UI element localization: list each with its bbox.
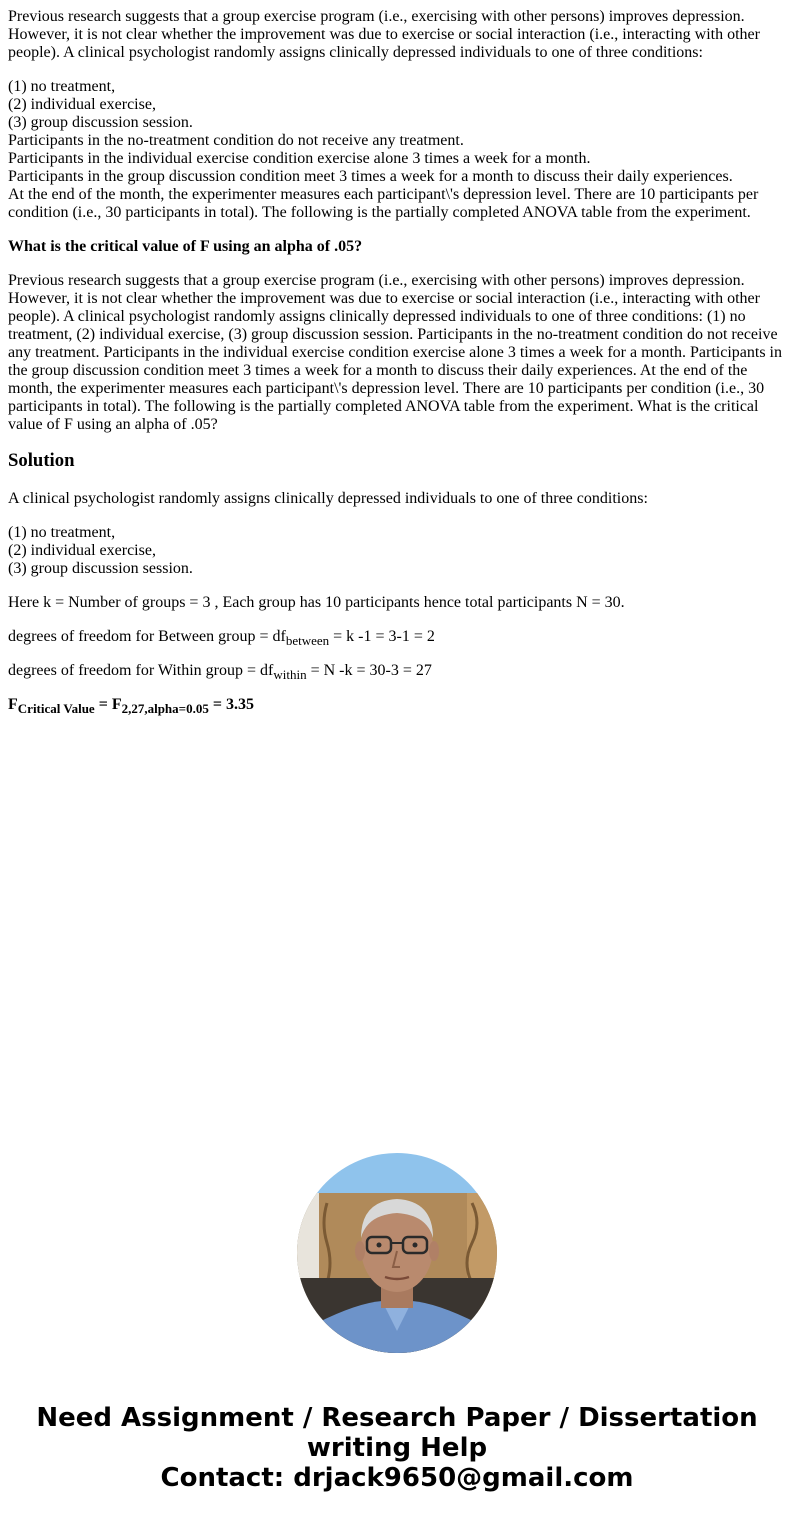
df-between-sub: between [285,633,330,648]
avatar-portrait-icon [297,1153,497,1353]
question-line: Participants in the no-treatment condition do not receive any treatment. [8,132,464,149]
condition-item: (1) no treatment, [8,524,116,541]
df-between-suffix: = k -1 = 3-1 = 2 [329,628,435,645]
question-details [8,78,786,222]
df-between-prefix: degrees of freedom for Between group = df [8,628,286,645]
question-line: Participants in the individual exercise condition exercise alone 3 times a week for a month. [8,150,591,167]
f-critical-sub: Critical Value [17,701,95,716]
question-line: (1) no treatment, [8,78,116,95]
df-within-line [8,662,786,680]
question-line: (3) group discussion session. [8,114,193,131]
condition-item: (2) individual exercise, [8,542,156,559]
question-line: Participants in the group discussion condition meet 3 times a week for a month to discuss their daily experiences. [8,168,733,185]
document-content [8,8,786,730]
question-intro: Previous research suggests that a group exercise program (i.e., exercising with other persons) improves depression. However, it is not clear whether the improvement was due to exercise or social interaction (i.e., interacting with other people). A clinical psychologist randomly assigns clinically depressed individuals to one of three conditions: [8,8,760,61]
solution-heading: Solution [8,450,75,471]
question-repeat: Previous research suggests that a group exercise program (i.e., exercising with other persons) improves depression. However, it is not clear whether the improvement was due to exercise or social interaction (i.e., interacting with other people). A clinical psychologist randomly assigns clinically depressed individuals to one of three conditions: (1) no treatment, (2) individual exercise, (3) group discussion session. Participants in the no-treatment condition do not receive any treatment. Participants in the individual exercise condition exercise alone 3 times a week for a month. Participants in the group discussion condition meet 3 times a week for a month to discuss their daily experiences. At the end of the month, the experimenter measures each participant\'s depression level. There are 10 participants per condition (i.e., 30 participants in total). The following is the partially completed ANOVA table from the experiment. What is the critical value of F using an alpha of .05? [8,272,782,433]
question-prompt: What is the critical value of F using an alpha of .05? [8,238,363,255]
df-within-sub: within [273,667,307,682]
promo-banner [0,1403,794,1493]
question-line: At the end of the month, the experimenter measures each participant\'s depression level. There are 10 participants per condition (i.e., 30 participants in total). The following is the partially completed ANOVA table from the experiment. [8,186,759,221]
solution-conditions [8,524,786,578]
condition-item: (3) group discussion session. [8,560,193,577]
f-critical-line [8,696,786,714]
f-critical-sub-params: 2,27,alpha=0.05 [121,701,209,716]
groups-line: Here k = Number of groups = 3 , Each group has 10 participants hence total participants N = 30. [8,594,625,611]
df-within-suffix: = N -k = 30-3 = 27 [306,662,432,679]
f-critical-result: = 3.35 [208,696,254,713]
avatar [297,1153,497,1353]
f-critical-mid: = F [94,696,122,713]
df-between-line [8,628,786,646]
question-line: (2) individual exercise, [8,96,156,113]
promo-line: Need Assignment / Research Paper / Dissertation [36,1403,758,1433]
promo-contact: Contact: drjack9650@gmail.com [160,1463,634,1493]
f-critical-f: F [8,696,18,713]
df-within-prefix: degrees of freedom for Within group = df [8,662,274,679]
promo-line: writing Help [306,1433,488,1463]
solution-intro: A clinical psychologist randomly assigns clinically depressed individuals to one of three conditions: [8,490,648,507]
